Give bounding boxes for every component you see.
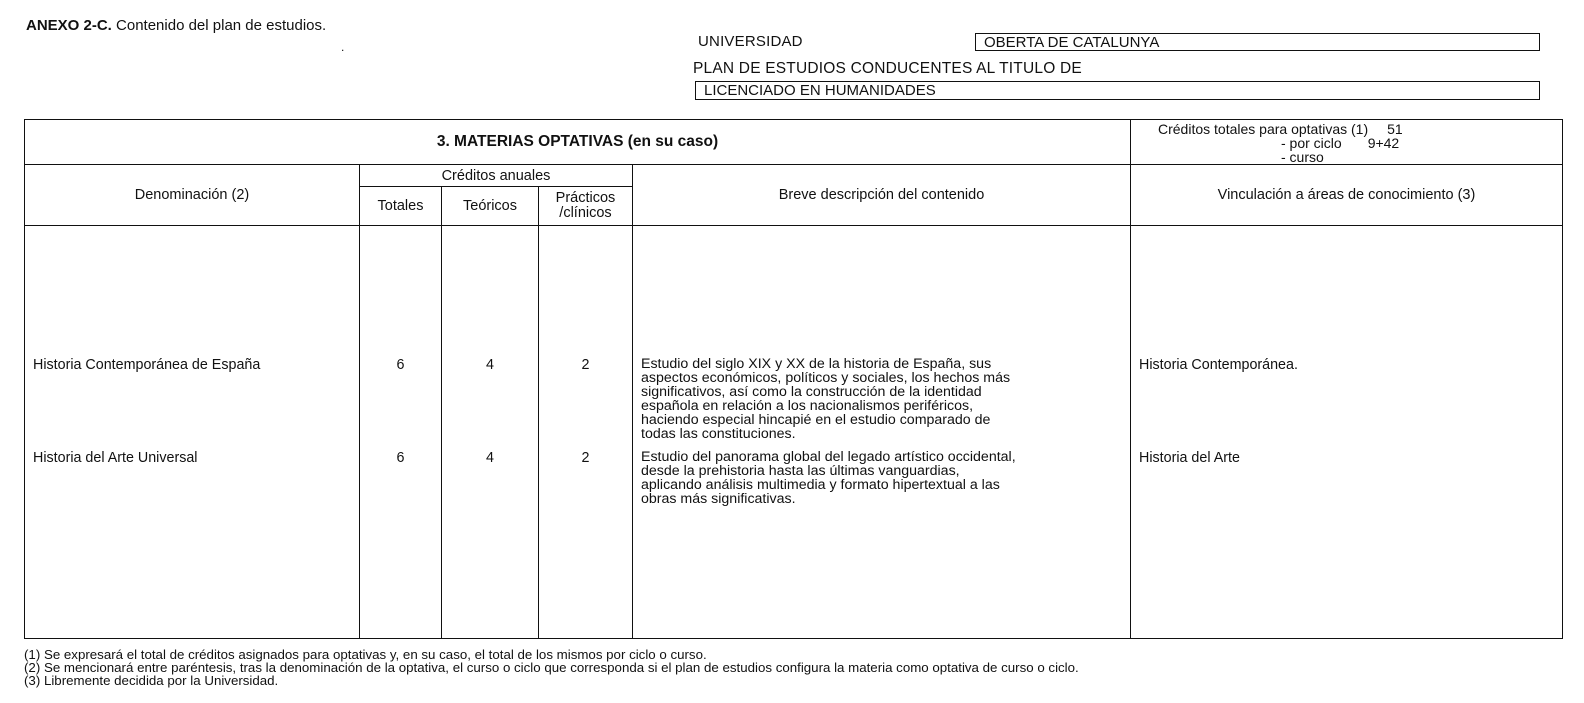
- row1-denominacion: Historia Contemporánea de España: [33, 357, 261, 373]
- col-totales: [360, 226, 442, 639]
- row1-practicos: 2: [581, 357, 590, 373]
- annex-label: ANEXO 2-C.: [26, 17, 112, 34]
- table-title: 3. MATERIAS OPTATIVAS (en su caso): [25, 120, 1131, 165]
- credits-ciclo-value: 9+42: [1367, 135, 1400, 151]
- col-descripcion: [633, 226, 1131, 639]
- credits-total-label: Créditos totales para optativas (1): [1158, 121, 1369, 137]
- col-practicos: [539, 226, 633, 639]
- universidad-label: UNIVERSIDAD: [698, 33, 803, 50]
- row1-desc-line: haciendo especial hincapié en el estudio comparado de: [641, 412, 991, 428]
- row1-desc-line: aspectos económicos, políticos y sociales, los hechos más: [641, 370, 1011, 386]
- credits-total-value: 51: [1387, 121, 1403, 137]
- col-vinculacion: [1131, 226, 1563, 639]
- row2-teoricos: 4: [486, 450, 494, 466]
- credits-curso-label: - curso: [1281, 149, 1324, 165]
- header-row-1: [25, 165, 1563, 187]
- row2-practicos: 2: [581, 450, 590, 466]
- footnote-3: (3) Libremente decidida por la Universidad.: [24, 673, 279, 688]
- footnote-2: (2) Se mencionará entre paréntesis, tras la denominación de la optativa, el curso o ciclo que corresponda si el plan de estudios configura la materia como optativa de curso o ciclo.: [24, 660, 1079, 675]
- row2-denominacion: Historia del Arte Universal: [33, 450, 198, 466]
- materias-optativas-table: [24, 119, 1563, 639]
- header-totales: Totales: [360, 187, 442, 226]
- titulo-value-box: LICENCIADO EN HUMANIDADES: [695, 81, 1540, 100]
- header-denominacion: Denominación (2): [25, 165, 360, 226]
- row2-totales: 6: [396, 450, 405, 466]
- col-denominacion: [25, 226, 360, 639]
- header-descripcion: Breve descripción del contenido: [633, 165, 1131, 226]
- row2-desc-line: obras más significativas.: [641, 491, 796, 507]
- row1-desc-line: significativos, así como la construcción de la identidad: [641, 384, 982, 400]
- credits-ciclo-label: - por ciclo: [1281, 135, 1342, 151]
- row2-descripcion: [633, 447, 1130, 510]
- col-teoricos: [442, 226, 539, 639]
- stray-dot: .: [341, 40, 345, 54]
- row2-desc-line: Estudio del panorama global del legado artístico occidental,: [641, 449, 1016, 465]
- row1-teoricos: 4: [486, 357, 494, 373]
- row1-descripcion: [633, 354, 1130, 447]
- row2-desc-line: desde la prehistoria hasta las últimas vanguardias,: [641, 463, 960, 479]
- header-practicos-line2: /clínicos: [559, 205, 612, 221]
- header-teoricos: Teóricos: [442, 187, 539, 226]
- row1-totales: 6: [396, 357, 405, 373]
- annex-text: Contenido del plan de estudios.: [111, 17, 327, 34]
- header-practicos: [539, 187, 633, 226]
- row1-desc-line: española en relación a los nacionalismos periféricos,: [641, 398, 974, 414]
- annex-title: [26, 17, 326, 34]
- table-title-row: [25, 120, 1563, 165]
- table-body-row: [25, 226, 1563, 639]
- credits-summary: [1131, 120, 1563, 165]
- plan-label: PLAN DE ESTUDIOS CONDUCENTES AL TITULO DE: [693, 60, 1082, 77]
- header-creditos-anuales: Créditos anuales: [360, 165, 633, 187]
- header-practicos-line1: Prácticos: [555, 190, 616, 206]
- footnote-1: (1) Se expresará el total de créditos asignados para optativas y, en su caso, el total de los mismos por ciclo o curso.: [24, 647, 707, 662]
- row2-desc-line: aplicando análisis multimedia y formato hipertextual a las: [641, 477, 1000, 493]
- header-vinculacion: Vinculación a áreas de conocimiento (3): [1131, 165, 1563, 226]
- row1-desc-line: Estudio del siglo XIX y XX de la historia de España, sus: [641, 356, 992, 372]
- universidad-value-box: OBERTA DE CATALUNYA: [975, 33, 1540, 51]
- row1-desc-line: todas las constituciones.: [641, 426, 796, 442]
- row2-vinculacion: Historia del Arte: [1139, 450, 1240, 466]
- row1-vinculacion: Historia Contemporánea.: [1139, 357, 1298, 373]
